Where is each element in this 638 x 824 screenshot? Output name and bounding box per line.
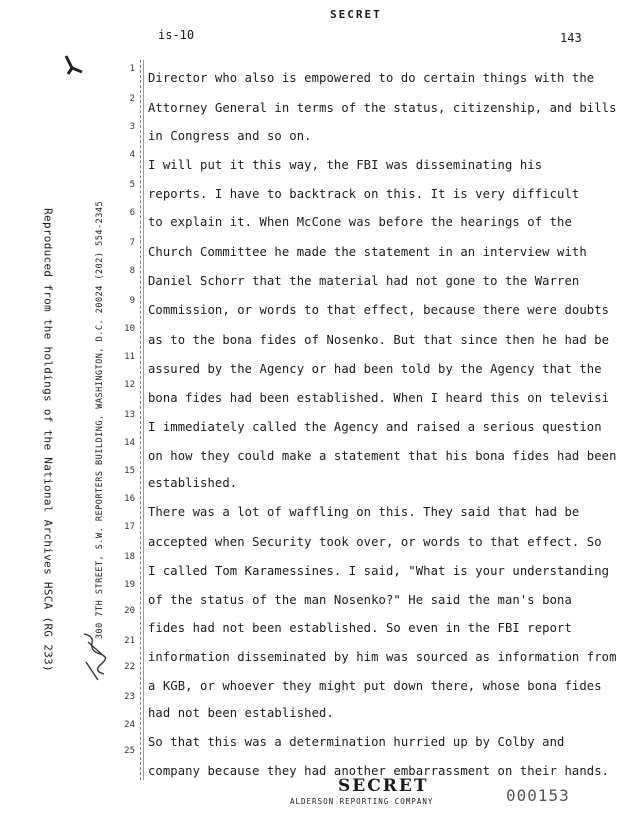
transcript-line: company because they had another embarrassment on their hands.	[148, 764, 610, 778]
line-number: 25	[124, 746, 135, 756]
transcript-line: on how they could make a statement that his bona fides had been	[148, 449, 617, 463]
transcript-line: Attorney General in terms of the status, citizenship, and bills	[148, 101, 617, 115]
line-number: 21	[124, 636, 135, 646]
transcript-line: I called Tom Karamessines. I said, "What is your understanding	[148, 564, 610, 578]
transcript-line: I immediately called the Agency and raised a serious question	[148, 420, 602, 434]
line-number: 19	[124, 580, 135, 590]
line-number: 22	[124, 662, 135, 672]
transcript-line: I will put it this way, the FBI was disseminating his	[148, 158, 543, 172]
corner-mark-icon	[62, 52, 90, 78]
transcript-line: bona fides had been established. When I heard this on televisi	[148, 391, 610, 405]
transcript-line: in Congress and so on.	[148, 129, 312, 143]
archive-side-note: Reproduced from the holdings of the National Archives HSCA (RG 233)	[41, 208, 55, 672]
line-number: 12	[124, 380, 135, 390]
header-id: is-10	[158, 28, 195, 42]
transcript-line: reports. I have to backtrack on this. It is very difficult	[148, 187, 580, 201]
address-side-note: 300 7TH STREET, S.W. REPORTERS BUILDING, WASHINGTON, D.C. 20024 (202) 554-2345	[95, 200, 105, 640]
margin-rule	[143, 60, 144, 780]
line-number: 17	[124, 522, 135, 532]
transcript-line: Director who also is empowered to do certain things with the	[148, 71, 595, 85]
line-number: 9	[129, 296, 135, 306]
line-number: 16	[124, 494, 135, 504]
line-number: 4	[129, 150, 135, 160]
transcript-line: a KGB, or whoever they might put down there, whose bona fides	[148, 679, 602, 693]
document-number: 000153	[506, 786, 570, 805]
line-number: 23	[124, 692, 135, 702]
line-number: 24	[124, 720, 135, 730]
line-number: 6	[129, 208, 135, 218]
line-number: 8	[129, 266, 135, 276]
transcript-line: of the status of the man Nosenko?" He said the man's bona	[148, 593, 572, 607]
line-number: 1	[129, 64, 135, 74]
line-number: 10	[124, 324, 135, 334]
transcript-line: fides had not been established. So even in the FBI report	[148, 621, 572, 635]
line-number: 5	[129, 180, 135, 190]
line-number: 14	[124, 438, 135, 448]
reporting-company: ALDERSON REPORTING COMPANY	[290, 797, 434, 806]
transcript-line: There was a lot of waffling on this. They said that had be	[148, 505, 580, 519]
line-number: 7	[129, 238, 135, 248]
line-number: 2	[129, 94, 135, 104]
transcript-line: Church Committee he made the statement in an interview with	[148, 245, 587, 259]
transcript-line: accepted when Security took over, or words to that effect. So	[148, 535, 602, 549]
line-number: 11	[124, 352, 135, 362]
transcript-line: So that this was a determination hurried up by Colby and	[148, 735, 565, 749]
top-classification-mark: SECRET	[330, 8, 382, 21]
transcript-line: had not been established.	[148, 706, 334, 720]
line-number: 15	[124, 466, 135, 476]
transcript-line: established.	[148, 476, 238, 490]
transcript-line: Commission, or words to that effect, because there were doubts	[148, 303, 610, 317]
signature-scribble-icon	[78, 628, 112, 684]
transcript-line: information disseminated by him was sourced as information from	[148, 650, 617, 664]
transcript-line: as to the bona fides of Nosenko. But that since then he had be	[148, 333, 610, 347]
transcript-line: Daniel Schorr that the material had not gone to the Warren	[148, 274, 580, 288]
line-number: 18	[124, 552, 135, 562]
line-number: 3	[129, 122, 135, 132]
margin-rule-dashed	[140, 60, 141, 780]
transcript-line: to explain it. When McCone was before the hearings of the	[148, 215, 572, 229]
transcript-line: assured by the Agency or had been told by the Agency that the	[148, 362, 602, 376]
page-number: 143	[560, 31, 582, 45]
line-number: 20	[124, 606, 135, 616]
line-number: 13	[124, 410, 135, 420]
secret-stamp: SECRET	[338, 776, 429, 796]
